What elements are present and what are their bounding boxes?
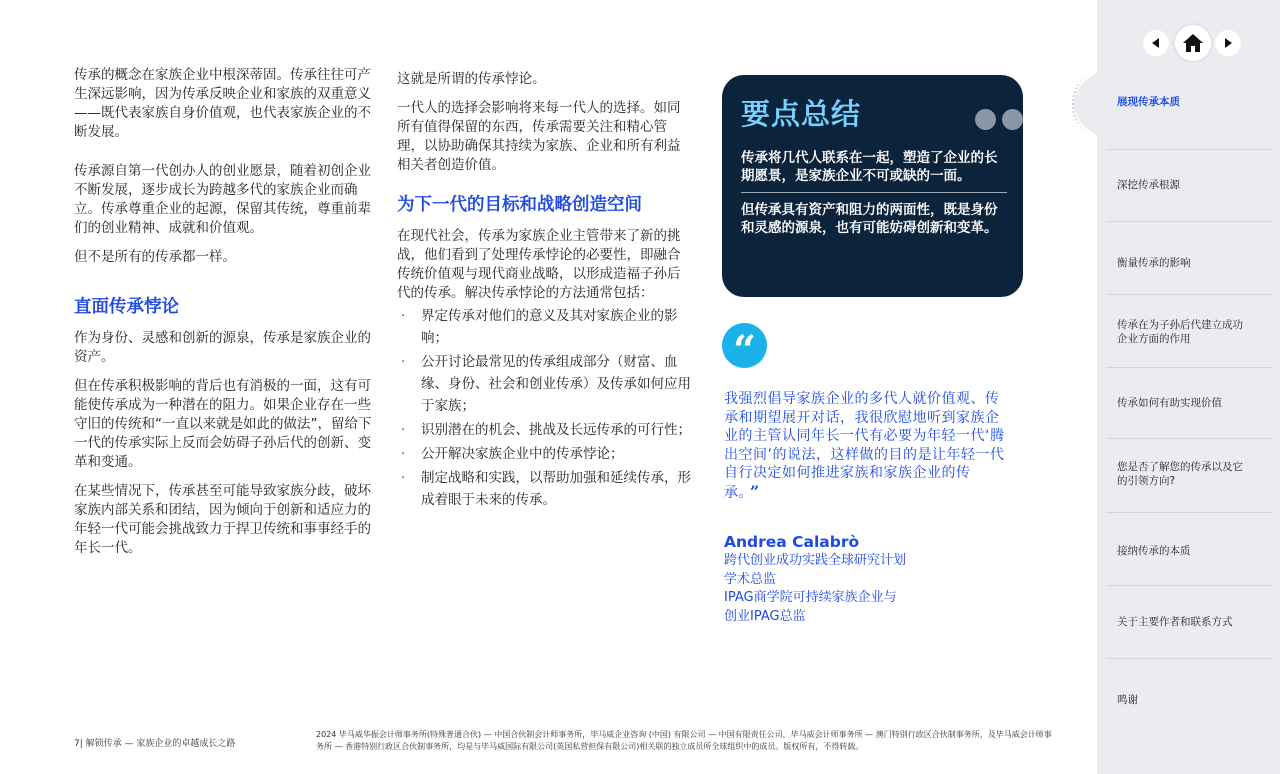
list-item: · 公开讨论最常见的传承组成部分（财富、血缘、身份、社会和创业传承）及传承如何应用于家族； — [397, 351, 691, 417]
author-name: Andrea Calabrò — [724, 533, 860, 551]
sidebar-item-heritage-direction[interactable]: 您是否了解您的传承以及它的引领方向? — [1117, 461, 1243, 487]
paragraph: 但在传承积极影响的背后也有消极的一面，这有可能使传承成为一种潜在的阻力。如果企业存在一些守旧的传统和“一直以来就是如此的做法”，留给下一代的传承实际上反而会妨碍子孙后代的创新、变革和变通。 — [74, 378, 372, 470]
paragraph: 作为身份、灵感和创新的源泉，传承是家族企业的资产。 — [74, 330, 371, 365]
divider — [1106, 512, 1272, 513]
page-navigation — [1143, 25, 1243, 61]
bullet-icon: · — [401, 446, 406, 462]
bullet-list — [397, 305, 691, 511]
page-number-footer: 7| 解锁传承 — 家族企业的卓越成长之路 — [74, 739, 236, 749]
section-heading: 为下一代的目标和战略创造空间 — [397, 195, 642, 215]
bullet-icon: · — [401, 354, 406, 370]
paragraph: 这就是所谓的传承悖论。 — [397, 71, 546, 87]
sidebar-item-heritage-roots[interactable]: 深挖传承根源 — [1117, 179, 1180, 191]
summary-text: 传承将几代人联系在一起，塑造了企业的长期愿景，是家族企业不可或缺的一面。 — [741, 150, 998, 184]
previous-page-button[interactable] — [1143, 30, 1169, 56]
paragraph: 在某些情况下，传承甚至可能导致家族分歧，破坏家族内部关系和团结，因为倾向于创新和适应力的年轻一代可能会挑战致力于捍卫传统和事事经手的年长一代。 — [74, 483, 371, 556]
key-takeaways-box — [722, 75, 1023, 297]
list-item: · 制定战略和实践，以帮助加强和延续传承，形成着眼于未来的传承。 — [397, 467, 691, 511]
divider — [1106, 585, 1272, 586]
list-item: · 识别潜在的机会、挑战及长远传承的可行性； — [397, 419, 691, 441]
sidebar-item-heritage-impact[interactable]: 衡量传承的影响 — [1117, 257, 1191, 269]
paragraph: 一代人的选择会影响将来每一代人的选择。如同所有值得保留的东西，传承需要关注和精心管理，以协助确保其持续为家族、企业和所有利益相关者创造价值。 — [397, 100, 681, 173]
quote-author — [724, 532, 906, 626]
summary-title: 要点总结 — [741, 97, 862, 131]
copyright-footer: 2024 毕马威华振会计师事务所(特殊普通合伙) — 中国合伙制会计师事务所，毕马威企业咨询 (中国) 有限公司 — 中国有限责任公司，毕马威会计师事务所 — 澳门特别行政区合伙制事务所，及毕马威会计师事务所 — 香港特别行政区合伙制事务所，均是与毕马威国际有限公司(英国私营担保有限公司)相关联的独立成员所全球组织中的成员。版权所有，不得转载。 — [316, 730, 1052, 751]
divider — [1106, 221, 1272, 222]
home-button[interactable] — [1175, 25, 1211, 61]
divider — [1106, 294, 1272, 295]
quote-text: 我强烈倡导家族企业的多代人就价值观、传承和期望展开对话，我很欣慰地听到家族企业的主管认同年长一代有必要为年轻一代‘腾出空间’的说法，这样做的目的是让年轻一代自行决定如何推进家族和家族企业的传承。 ” — [724, 391, 1005, 501]
divider — [1106, 438, 1272, 439]
sidebar-item-acknowledgements[interactable]: 鸣谢 — [1117, 694, 1138, 706]
triangle-left-icon — [1150, 37, 1162, 49]
decorative-dots-icon — [969, 109, 1023, 134]
column-middle — [397, 70, 691, 513]
quote-icon: “ — [722, 323, 767, 368]
next-page-button[interactable] — [1215, 30, 1241, 56]
author-role: 跨代创业成功实践全球研究计划 — [724, 553, 907, 568]
section-heading: 直面传承悖论 — [74, 297, 179, 317]
list-item: · 公开解决家族企业中的传承悖论； — [397, 443, 691, 465]
summary-text: 但传承具有资产和阻力的两面性，既是身份和灵感的源泉，也有可能妨碍创新和变革。 — [741, 202, 998, 236]
list-item: · 界定传承对他们的意义及其对家族企业的影响； — [397, 305, 691, 349]
triangle-right-icon — [1222, 37, 1234, 49]
paragraph: 传承的概念在家族企业中根深蒂固。传承往往可产生深远影响，因为传承反映企业和家族的双重意义——既代表家族自身价值观，也代表家族企业的不断发展。 — [74, 67, 371, 140]
divider — [741, 192, 1007, 193]
sidebar-item-heritage-value[interactable]: 传承如何有助实现价值 — [1117, 397, 1222, 409]
home-icon — [1182, 33, 1204, 53]
bullet-icon: · — [401, 422, 406, 438]
sidebar-item-heritage-essence[interactable]: 展现传承本质 — [1117, 96, 1180, 108]
bullet-icon: · — [401, 308, 406, 324]
close-quote-icon: ” — [750, 481, 760, 501]
divider — [1106, 149, 1272, 150]
divider — [1106, 367, 1272, 368]
sidebar-item-authors-contacts[interactable]: 关于主要作者和联系方式 — [1117, 616, 1233, 628]
author-role: IPAG商学院可持续家族企业与 — [724, 590, 897, 605]
divider — [1106, 658, 1272, 659]
paragraph: 但不是所有的传承都一样。 — [74, 249, 236, 265]
paragraph: 在现代社会，传承为家族企业主管带来了新的挑战，他们看到了处理传承悖论的必要性，即融合传统价值观与现代商业战略，以形成造福子孙后代的传承。解决传承悖论的方法通常包括： — [397, 228, 681, 301]
column-left — [74, 66, 372, 568]
author-role: 创业IPAG总监 — [724, 608, 806, 624]
sidebar-item-embrace-heritage[interactable]: 接纳传承的本质 — [1117, 545, 1191, 557]
paragraph: 传承源自第一代创办人的创业愿景，随着初创企业不断发展，逐步成长为跨越多代的家族企业而确立。传承尊重企业的起源，保留其传统，尊重前辈们的创业精神、成就和价值观。 — [74, 163, 371, 236]
bullet-icon: · — [401, 470, 406, 486]
author-role: 学术总监 — [724, 571, 777, 587]
sidebar-item-heritage-role[interactable]: 传承在为子孙后代建立成功企业方面的作用 — [1117, 319, 1243, 345]
